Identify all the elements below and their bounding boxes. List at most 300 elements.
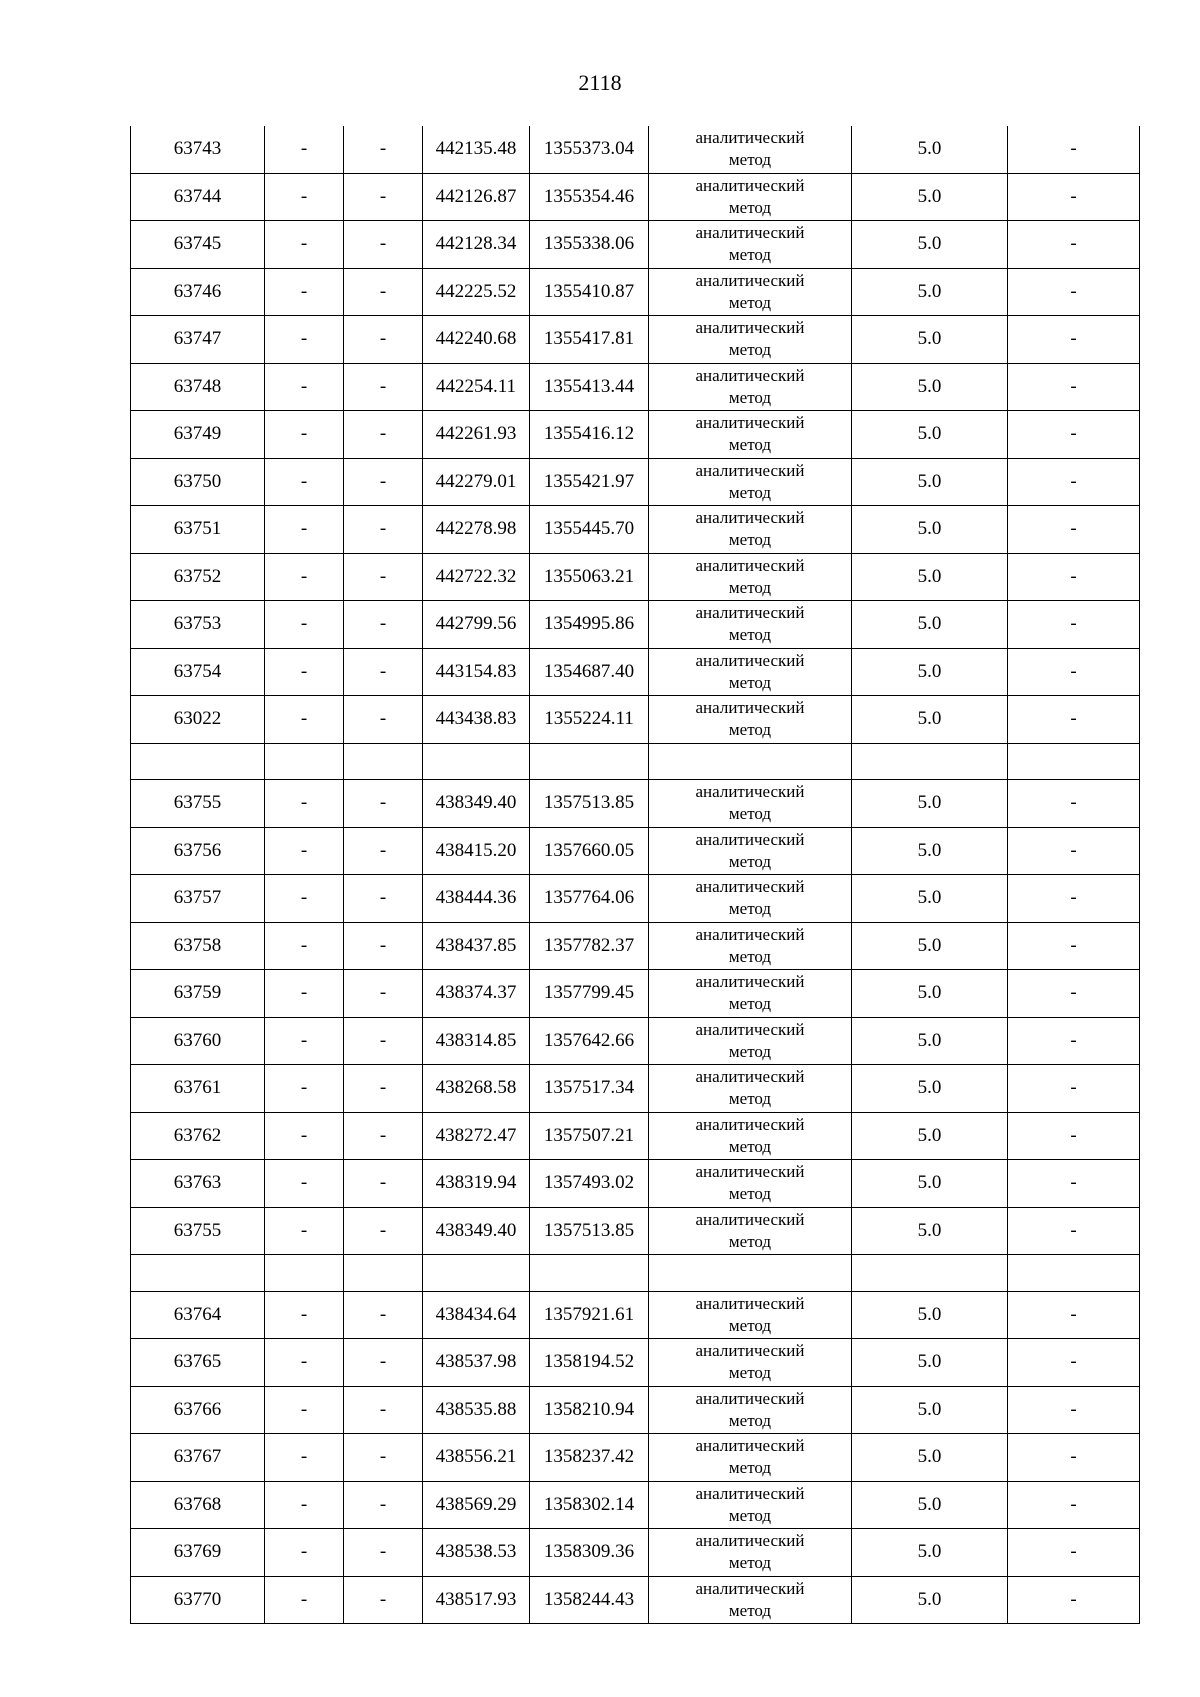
table-row — [131, 827, 1140, 875]
method-cell — [649, 648, 852, 696]
method-line-2: метод — [728, 340, 772, 360]
separator-cell — [265, 743, 344, 780]
y-coordinate-cell: 1355373.04 — [530, 126, 649, 173]
x-coordinate-cell: 442254.11 — [423, 363, 530, 411]
empty-column-3-cell: - — [344, 1112, 423, 1160]
x-coordinate-cell: 438444.36 — [423, 875, 530, 923]
point-number-cell: 63743 — [131, 126, 265, 173]
method-cell — [649, 363, 852, 411]
method-line-2: метод — [728, 482, 772, 502]
accuracy-cell: 5.0 — [852, 780, 1008, 828]
point-number-cell: 63769 — [131, 1529, 265, 1577]
y-coordinate-cell: 1357799.45 — [530, 970, 649, 1018]
empty-column-2-cell: - — [265, 1291, 344, 1339]
method-line-1: аналитический — [695, 782, 805, 802]
method-cell — [649, 173, 852, 221]
table-row — [131, 1207, 1140, 1255]
method-line-2: метод — [728, 1553, 772, 1573]
table-body — [131, 126, 1140, 1624]
y-coordinate-cell: 1358210.94 — [530, 1386, 649, 1434]
empty-column-2-cell: - — [265, 1481, 344, 1529]
method-line-1: аналитический — [695, 555, 805, 575]
empty-column-3-cell: - — [344, 1017, 423, 1065]
accuracy-cell: 5.0 — [852, 1529, 1008, 1577]
table-row — [131, 1529, 1140, 1577]
empty-column-3-cell: - — [344, 922, 423, 970]
table-row — [131, 126, 1140, 173]
method-cell — [649, 268, 852, 316]
empty-column-3-cell: - — [344, 780, 423, 828]
method-line-2: метод — [728, 292, 772, 312]
empty-column-3-cell: - — [344, 363, 423, 411]
x-coordinate-cell: 442128.34 — [423, 221, 530, 269]
empty-column-2-cell: - — [265, 1112, 344, 1160]
y-coordinate-cell: 1357513.85 — [530, 1207, 649, 1255]
method-line-1: аналитический — [695, 829, 805, 849]
x-coordinate-cell: 442225.52 — [423, 268, 530, 316]
point-number-cell: 63751 — [131, 506, 265, 554]
method-cell — [649, 411, 852, 459]
method-line-1: аналитический — [695, 924, 805, 944]
y-coordinate-cell: 1355338.06 — [530, 221, 649, 269]
method-line-1: аналитический — [695, 508, 805, 528]
method-line-2: метод — [728, 804, 772, 824]
method-line-2: метод — [728, 899, 772, 919]
accuracy-cell: 5.0 — [852, 875, 1008, 923]
accuracy-cell: 5.0 — [852, 268, 1008, 316]
method-line-1: аналитический — [695, 175, 805, 195]
accuracy-cell: 5.0 — [852, 1065, 1008, 1113]
method-line-2: метод — [728, 851, 772, 871]
point-number-cell: 63747 — [131, 316, 265, 364]
accuracy-cell: 5.0 — [852, 458, 1008, 506]
method-line-1: аналитический — [695, 460, 805, 480]
y-coordinate-cell: 1358244.43 — [530, 1576, 649, 1624]
separator-cell — [852, 1255, 1008, 1292]
accuracy-cell: 5.0 — [852, 696, 1008, 744]
method-line-1: аналитический — [695, 698, 805, 718]
separator-cell — [344, 743, 423, 780]
table-row — [131, 506, 1140, 554]
x-coordinate-cell: 438349.40 — [423, 1207, 530, 1255]
accuracy-cell: 5.0 — [852, 316, 1008, 364]
y-coordinate-cell: 1355416.12 — [530, 411, 649, 459]
method-line-2: метод — [728, 197, 772, 217]
method-cell — [649, 1576, 852, 1624]
y-coordinate-cell: 1357513.85 — [530, 780, 649, 828]
point-number-cell: 63748 — [131, 363, 265, 411]
method-cell — [649, 780, 852, 828]
empty-column-8-cell: - — [1008, 696, 1140, 744]
x-coordinate-cell: 442135.48 — [423, 126, 530, 173]
x-coordinate-cell: 438437.85 — [423, 922, 530, 970]
y-coordinate-cell: 1354995.86 — [530, 601, 649, 649]
method-line-1: аналитический — [695, 650, 805, 670]
method-line-2: метод — [728, 577, 772, 597]
point-number-cell: 63762 — [131, 1112, 265, 1160]
table-row — [131, 875, 1140, 923]
empty-column-2-cell: - — [265, 506, 344, 554]
point-number-cell: 63754 — [131, 648, 265, 696]
accuracy-cell: 5.0 — [852, 411, 1008, 459]
method-line-2: метод — [728, 1184, 772, 1204]
empty-column-2-cell: - — [265, 316, 344, 364]
empty-column-3-cell: - — [344, 601, 423, 649]
method-line-1: аналитический — [695, 1388, 805, 1408]
y-coordinate-cell: 1358302.14 — [530, 1481, 649, 1529]
empty-column-8-cell: - — [1008, 363, 1140, 411]
method-cell — [649, 1386, 852, 1434]
empty-column-3-cell: - — [344, 1207, 423, 1255]
point-number-cell: 63752 — [131, 553, 265, 601]
empty-column-8-cell: - — [1008, 875, 1140, 923]
empty-column-8-cell: - — [1008, 1160, 1140, 1208]
empty-column-3-cell: - — [344, 1386, 423, 1434]
empty-column-8-cell: - — [1008, 1339, 1140, 1387]
point-number-cell: 63755 — [131, 1207, 265, 1255]
empty-column-3-cell: - — [344, 875, 423, 923]
empty-column-8-cell: - — [1008, 316, 1140, 364]
empty-column-3-cell: - — [344, 1291, 423, 1339]
empty-column-8-cell: - — [1008, 173, 1140, 221]
empty-column-3-cell: - — [344, 1434, 423, 1482]
empty-column-8-cell: - — [1008, 970, 1140, 1018]
method-line-1: аналитический — [695, 603, 805, 623]
method-line-2: метод — [728, 1363, 772, 1383]
empty-column-2-cell: - — [265, 221, 344, 269]
table-row — [131, 1434, 1140, 1482]
separator-cell — [530, 1255, 649, 1292]
empty-column-2-cell: - — [265, 173, 344, 221]
method-line-1: аналитический — [695, 128, 805, 148]
method-line-1: аналитический — [695, 877, 805, 897]
table-row — [131, 648, 1140, 696]
empty-column-2-cell: - — [265, 1339, 344, 1387]
y-coordinate-cell: 1355421.97 — [530, 458, 649, 506]
empty-column-2-cell: - — [265, 780, 344, 828]
point-number-cell: 63758 — [131, 922, 265, 970]
method-line-2: метод — [728, 1600, 772, 1620]
method-cell — [649, 221, 852, 269]
empty-column-2-cell: - — [265, 553, 344, 601]
separator-row — [131, 743, 1140, 780]
accuracy-cell: 5.0 — [852, 1112, 1008, 1160]
y-coordinate-cell: 1357493.02 — [530, 1160, 649, 1208]
empty-column-3-cell: - — [344, 458, 423, 506]
point-number-cell: 63022 — [131, 696, 265, 744]
point-number-cell: 63750 — [131, 458, 265, 506]
accuracy-cell: 5.0 — [852, 1481, 1008, 1529]
method-line-2: метод — [728, 625, 772, 645]
point-number-cell: 63760 — [131, 1017, 265, 1065]
method-line-2: метод — [728, 1089, 772, 1109]
separator-cell — [530, 743, 649, 780]
accuracy-cell: 5.0 — [852, 1386, 1008, 1434]
empty-column-3-cell: - — [344, 411, 423, 459]
accuracy-cell: 5.0 — [852, 221, 1008, 269]
method-line-1: аналитический — [695, 1531, 805, 1551]
method-cell — [649, 1065, 852, 1113]
empty-column-8-cell: - — [1008, 1481, 1140, 1529]
method-line-2: метод — [728, 1410, 772, 1430]
table-row — [131, 1481, 1140, 1529]
separator-cell — [344, 1255, 423, 1292]
x-coordinate-cell: 438374.37 — [423, 970, 530, 1018]
empty-column-3-cell: - — [344, 268, 423, 316]
empty-column-8-cell: - — [1008, 1291, 1140, 1339]
method-line-1: аналитический — [695, 1067, 805, 1087]
accuracy-cell: 5.0 — [852, 1434, 1008, 1482]
point-number-cell: 63764 — [131, 1291, 265, 1339]
separator-cell — [131, 743, 265, 780]
x-coordinate-cell: 442126.87 — [423, 173, 530, 221]
table-row — [131, 411, 1140, 459]
accuracy-cell: 5.0 — [852, 601, 1008, 649]
empty-column-8-cell: - — [1008, 1017, 1140, 1065]
method-line-1: аналитический — [695, 270, 805, 290]
empty-column-8-cell: - — [1008, 827, 1140, 875]
method-cell — [649, 601, 852, 649]
table-row — [131, 173, 1140, 221]
empty-column-3-cell: - — [344, 1576, 423, 1624]
point-number-cell: 63765 — [131, 1339, 265, 1387]
method-cell — [649, 506, 852, 554]
method-line-1: аналитический — [695, 1209, 805, 1229]
empty-column-3-cell: - — [344, 1160, 423, 1208]
page-number: 2118 — [578, 70, 622, 95]
empty-column-2-cell: - — [265, 458, 344, 506]
table-row — [131, 363, 1140, 411]
method-line-1: аналитический — [695, 223, 805, 243]
table-row — [131, 601, 1140, 649]
method-line-1: аналитический — [695, 1162, 805, 1182]
point-number-cell: 63753 — [131, 601, 265, 649]
empty-column-2-cell: - — [265, 970, 344, 1018]
point-number-cell: 63768 — [131, 1481, 265, 1529]
method-cell — [649, 970, 852, 1018]
y-coordinate-cell: 1354687.40 — [530, 648, 649, 696]
x-coordinate-cell: 438434.64 — [423, 1291, 530, 1339]
method-line-2: метод — [728, 1505, 772, 1525]
y-coordinate-cell: 1357921.61 — [530, 1291, 649, 1339]
point-number-cell: 63759 — [131, 970, 265, 1018]
empty-column-3-cell: - — [344, 1529, 423, 1577]
method-cell — [649, 1160, 852, 1208]
table-row — [131, 1339, 1140, 1387]
empty-column-2-cell: - — [265, 1386, 344, 1434]
empty-column-8-cell: - — [1008, 126, 1140, 173]
method-line-2: метод — [728, 150, 772, 170]
method-line-2: метод — [728, 946, 772, 966]
table-row — [131, 922, 1140, 970]
point-number-cell: 63770 — [131, 1576, 265, 1624]
method-line-1: аналитический — [695, 1578, 805, 1598]
empty-column-8-cell: - — [1008, 268, 1140, 316]
accuracy-cell: 5.0 — [852, 922, 1008, 970]
x-coordinate-cell: 438556.21 — [423, 1434, 530, 1482]
empty-column-3-cell: - — [344, 696, 423, 744]
separator-cell — [131, 1255, 265, 1292]
empty-column-3-cell: - — [344, 827, 423, 875]
x-coordinate-cell: 438415.20 — [423, 827, 530, 875]
empty-column-8-cell: - — [1008, 1386, 1140, 1434]
empty-column-2-cell: - — [265, 922, 344, 970]
separator-cell — [423, 743, 530, 780]
empty-column-2-cell: - — [265, 648, 344, 696]
separator-cell — [649, 743, 852, 780]
table-row — [131, 970, 1140, 1018]
empty-column-8-cell: - — [1008, 1065, 1140, 1113]
empty-column-8-cell: - — [1008, 780, 1140, 828]
method-line-1: аналитический — [695, 1114, 805, 1134]
empty-column-3-cell: - — [344, 1481, 423, 1529]
x-coordinate-cell: 438517.93 — [423, 1576, 530, 1624]
point-number-cell: 63749 — [131, 411, 265, 459]
method-line-2: метод — [728, 720, 772, 740]
empty-column-8-cell: - — [1008, 1112, 1140, 1160]
empty-column-2-cell: - — [265, 1529, 344, 1577]
empty-column-2-cell: - — [265, 601, 344, 649]
point-number-cell: 63761 — [131, 1065, 265, 1113]
x-coordinate-cell: 442279.01 — [423, 458, 530, 506]
method-cell — [649, 1529, 852, 1577]
x-coordinate-cell: 438538.53 — [423, 1529, 530, 1577]
method-cell — [649, 1434, 852, 1482]
empty-column-2-cell: - — [265, 1207, 344, 1255]
method-cell — [649, 922, 852, 970]
table-row — [131, 458, 1140, 506]
table-row — [131, 316, 1140, 364]
table-row — [131, 1160, 1140, 1208]
point-number-cell: 63766 — [131, 1386, 265, 1434]
empty-column-3-cell: - — [344, 553, 423, 601]
separator-cell — [649, 1255, 852, 1292]
table-row — [131, 780, 1140, 828]
empty-column-2-cell: - — [265, 268, 344, 316]
method-line-2: метод — [728, 435, 772, 455]
empty-column-8-cell: - — [1008, 458, 1140, 506]
empty-column-2-cell: - — [265, 1434, 344, 1482]
table-row — [131, 1291, 1140, 1339]
y-coordinate-cell: 1358237.42 — [530, 1434, 649, 1482]
accuracy-cell: 5.0 — [852, 1291, 1008, 1339]
empty-column-8-cell: - — [1008, 1529, 1140, 1577]
y-coordinate-cell: 1357517.34 — [530, 1065, 649, 1113]
x-coordinate-cell: 438535.88 — [423, 1386, 530, 1434]
x-coordinate-cell: 438272.47 — [423, 1112, 530, 1160]
empty-column-8-cell: - — [1008, 411, 1140, 459]
method-line-1: аналитический — [695, 365, 805, 385]
y-coordinate-cell: 1355410.87 — [530, 268, 649, 316]
method-line-1: аналитический — [695, 1019, 805, 1039]
empty-column-2-cell: - — [265, 126, 344, 173]
table-row — [131, 1017, 1140, 1065]
y-coordinate-cell: 1357642.66 — [530, 1017, 649, 1065]
method-line-2: метод — [728, 1231, 772, 1251]
method-cell — [649, 458, 852, 506]
y-coordinate-cell: 1357660.05 — [530, 827, 649, 875]
x-coordinate-cell: 438314.85 — [423, 1017, 530, 1065]
empty-column-8-cell: - — [1008, 922, 1140, 970]
empty-column-3-cell: - — [344, 970, 423, 1018]
x-coordinate-cell: 442799.56 — [423, 601, 530, 649]
coordinates-table — [130, 126, 1140, 1624]
empty-column-2-cell: - — [265, 827, 344, 875]
accuracy-cell: 5.0 — [852, 1017, 1008, 1065]
accuracy-cell: 5.0 — [852, 1339, 1008, 1387]
table-row — [131, 1112, 1140, 1160]
y-coordinate-cell: 1357764.06 — [530, 875, 649, 923]
table-row — [131, 1576, 1140, 1624]
method-line-1: аналитический — [695, 413, 805, 433]
method-line-2: метод — [728, 994, 772, 1014]
method-line-2: метод — [728, 530, 772, 550]
y-coordinate-cell: 1358309.36 — [530, 1529, 649, 1577]
empty-column-2-cell: - — [265, 411, 344, 459]
empty-column-3-cell: - — [344, 1339, 423, 1387]
empty-column-8-cell: - — [1008, 553, 1140, 601]
method-cell — [649, 1481, 852, 1529]
x-coordinate-cell: 442278.98 — [423, 506, 530, 554]
method-line-1: аналитический — [695, 972, 805, 992]
empty-column-3-cell: - — [344, 126, 423, 173]
method-line-2: метод — [728, 1315, 772, 1335]
y-coordinate-cell: 1355413.44 — [530, 363, 649, 411]
method-line-2: метод — [728, 387, 772, 407]
method-cell — [649, 1339, 852, 1387]
method-cell — [649, 827, 852, 875]
point-number-cell: 63746 — [131, 268, 265, 316]
accuracy-cell: 5.0 — [852, 173, 1008, 221]
method-line-1: аналитический — [695, 1483, 805, 1503]
method-line-2: метод — [728, 245, 772, 265]
x-coordinate-cell: 438569.29 — [423, 1481, 530, 1529]
empty-column-8-cell: - — [1008, 1576, 1140, 1624]
separator-cell — [852, 743, 1008, 780]
table-row — [131, 1065, 1140, 1113]
point-number-cell: 63744 — [131, 173, 265, 221]
empty-column-2-cell: - — [265, 696, 344, 744]
x-coordinate-cell: 442240.68 — [423, 316, 530, 364]
table-row — [131, 696, 1140, 744]
empty-column-2-cell: - — [265, 1065, 344, 1113]
empty-column-3-cell: - — [344, 173, 423, 221]
empty-column-8-cell: - — [1008, 506, 1140, 554]
x-coordinate-cell: 443438.83 — [423, 696, 530, 744]
empty-column-2-cell: - — [265, 1576, 344, 1624]
empty-column-8-cell: - — [1008, 601, 1140, 649]
y-coordinate-cell: 1355224.11 — [530, 696, 649, 744]
method-cell — [649, 126, 852, 173]
y-coordinate-cell: 1357782.37 — [530, 922, 649, 970]
x-coordinate-cell: 442722.32 — [423, 553, 530, 601]
separator-cell — [265, 1255, 344, 1292]
method-line-2: метод — [728, 672, 772, 692]
method-cell — [649, 316, 852, 364]
point-number-cell: 63755 — [131, 780, 265, 828]
method-cell — [649, 1112, 852, 1160]
empty-column-8-cell: - — [1008, 1434, 1140, 1482]
accuracy-cell: 5.0 — [852, 363, 1008, 411]
accuracy-cell: 5.0 — [852, 553, 1008, 601]
empty-column-2-cell: - — [265, 875, 344, 923]
empty-column-2-cell: - — [265, 1017, 344, 1065]
accuracy-cell: 5.0 — [852, 970, 1008, 1018]
separator-cell — [1008, 743, 1140, 780]
method-line-1: аналитический — [695, 1436, 805, 1456]
empty-column-3-cell: - — [344, 648, 423, 696]
method-cell — [649, 875, 852, 923]
